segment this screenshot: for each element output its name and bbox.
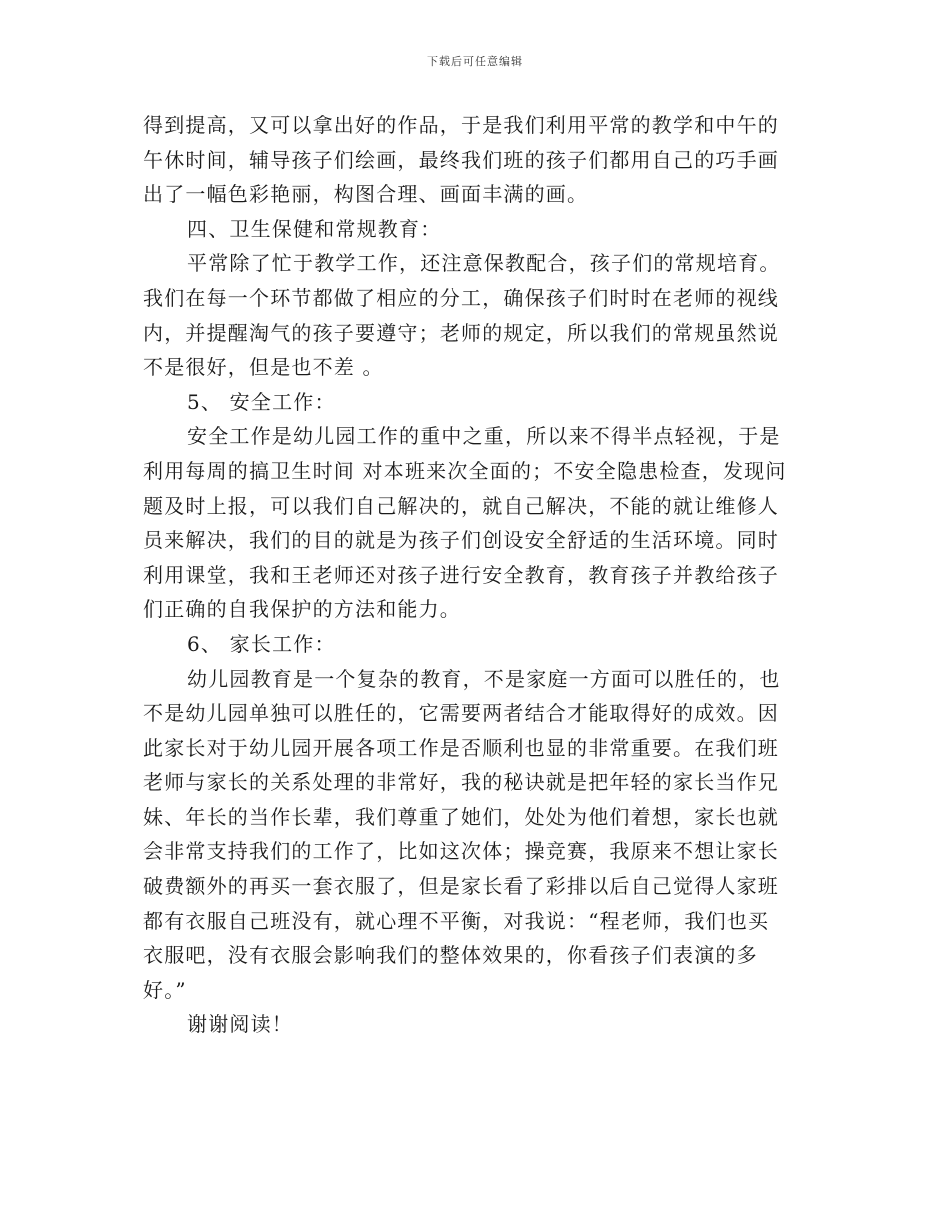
text-line: 出了一幅色彩艳丽，构图合理、画面丰满的画。 <box>143 182 589 207</box>
text-line: 平常除了忙于教学工作，还注意保教配合，孩子们的常规培育。 <box>187 251 781 276</box>
text-line: 会非常支持我们的工作了，比如这次体；操竞赛，我原来不想让家长 <box>143 839 779 864</box>
text-line: 衣服吧，没有衣服会影响我们的整体效果的，你看孩子们表演的多 <box>143 943 758 968</box>
text-line: 老师与家长的关系处理的非常好，我的秘诀就是把年轻的家长当作兄 <box>143 770 779 795</box>
text-line: 四、卫生保健和常规教育： <box>187 216 442 241</box>
text-line: 6、 家长工作： <box>187 631 336 656</box>
text-line: 好。” <box>143 977 187 1002</box>
text-line: 利用课堂，我和王老师还对孩子进行安全教育，教育孩子并教给孩子 <box>143 562 779 587</box>
text-line: 此家长对于幼儿园开展各项工作是否顺利也显的非常重要。在我们班 <box>143 735 779 760</box>
text-line: 内，并提醒淘气的孩子要遵守；老师的规定，所以我们的常规虽然说 <box>143 320 779 345</box>
text-line: 不是幼儿园单独可以胜任的，它需要两者结合才能取得好的成效。因 <box>143 701 779 726</box>
text-line: 安全工作是幼儿园工作的重中之重，所以来不得半点轻视，于是 <box>187 424 781 449</box>
text-line: 妹、年长的当作长辈，我们尊重了她们，处处为他们着想，家长也就 <box>143 804 779 829</box>
document-body <box>143 108 803 1042</box>
text-line: 我们在每一个环节都做了相应的分工，确保孩子们时时在老师的视线 <box>143 285 779 310</box>
text-line: 都有衣服自己班没有，就心理不平衡，对我说：“程老师，我们也买 <box>143 908 770 933</box>
text-line: 题及时上报，可以我们自己解决的，就自己解决，不能的就让维修人 <box>143 493 779 518</box>
text-line: 5、 安全工作： <box>187 389 336 414</box>
text-line: 午休时间，辅导孩子们绘画，最终我们班的孩子们都用自己的巧手画 <box>143 147 779 172</box>
text-line: 破费额外的再买一套衣服了，但是家长看了彩排以后自己觉得人家班 <box>143 874 779 899</box>
text-line: 员来解决，我们的目的就是为孩子们创设安全舒适的生活环境。同时 <box>143 528 779 553</box>
text-line: 幼儿园教育是一个复杂的教育，不是家庭一方面可以胜任的，也 <box>187 666 781 691</box>
text-line: 谢谢阅读！ <box>187 1012 293 1037</box>
text-line: 不是很好，但是也不差 。 <box>143 355 384 380</box>
text-line: 们正确的自我保护的方法和能力。 <box>143 597 461 622</box>
text-line: 利用每周的搞卫生时间 对本班来次全面的；不安全隐患检查，发现问 <box>143 458 787 483</box>
text-line: 得到提高，又可以拿出好的作品，于是我们利用平常的教学和中午的 <box>143 113 779 137</box>
page-header: 下载后可任意编辑 <box>427 55 523 68</box>
